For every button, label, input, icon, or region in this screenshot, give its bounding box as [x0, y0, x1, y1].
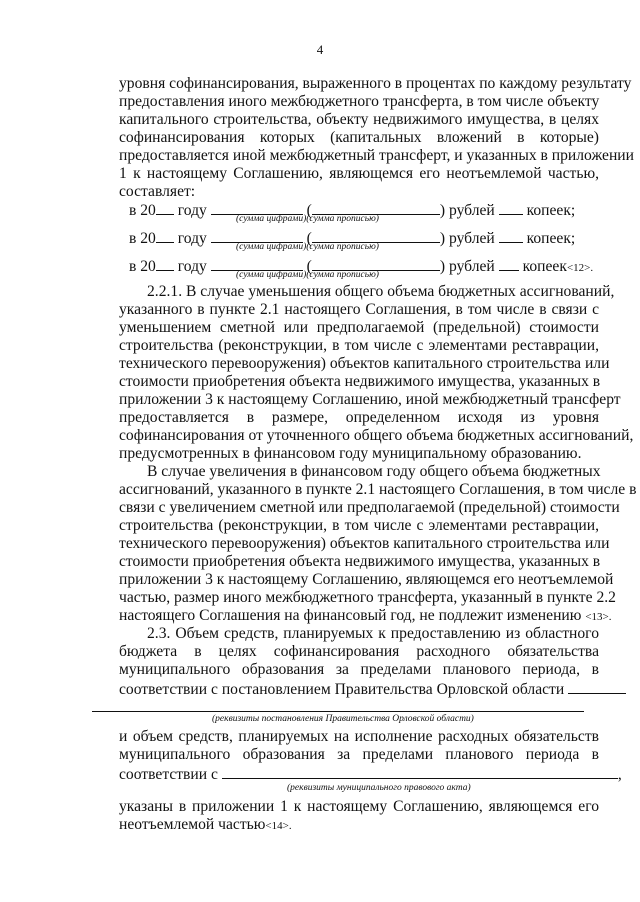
final-text: неотъемлемой частью: [119, 816, 266, 833]
para-221-line: технического перевооружения) объектов капитального строительства или: [119, 355, 610, 372]
intro-line: уровня софинансирования, выраженного в процентах по каждому результату: [119, 75, 632, 92]
intro-line: капитального строительства, объекту недвижимого имущества, в целях: [119, 111, 599, 128]
sum-open: (: [306, 230, 312, 247]
gov-resolution-blank-line: [92, 711, 584, 712]
sum-kop: копеек;: [526, 202, 576, 219]
sum-prefix: в 20: [129, 258, 156, 275]
sum-rub: рублей: [448, 202, 495, 219]
sum-kop: копеек;: [526, 230, 576, 247]
para-23-line: муниципального образования за пределами планового периода, в: [119, 661, 599, 678]
footnote-ref-13: <13>.: [585, 611, 612, 623]
sum-year: году: [177, 202, 207, 219]
para-23-last-line: [119, 679, 599, 699]
para-increase-line: строительства (реконструкции, в том числе с элементами реставрации,: [119, 517, 599, 534]
sum-kop: копеек: [522, 258, 567, 275]
intro-line: предоставляется иной межбюджетный трансферт, и указанных в приложении: [119, 147, 634, 164]
sum-rub: рублей: [448, 258, 495, 275]
footnote-ref-14: <14>.: [265, 820, 292, 832]
trailing-comma: ,: [617, 766, 622, 783]
sum-open: (: [306, 258, 312, 275]
municipal-act-caption: (реквизиты муниципального правового акта): [287, 783, 471, 793]
para-23-line: бюджета в целях софинансирования расходного обязательства: [119, 643, 599, 660]
sum-caption: (сумма цифрами)(сумма прописью): [236, 214, 379, 224]
para-increase-text: настоящего Соглашения на финансовый год, не подлежит изменению: [119, 607, 582, 624]
final-last-line: [119, 816, 599, 835]
intro-line: софинансирования которых (капитальных вложений в которые): [119, 129, 599, 146]
sum-prefix: в 20: [129, 202, 156, 219]
sum-close: ): [439, 202, 446, 219]
para-increase-line: стоимости приобретения объекта недвижимого имущества, указанных в: [119, 553, 601, 570]
expenses-last-line: [119, 764, 622, 784]
para-increase-line: частью, размер иного межбюджетного трансферта, указанный в пункте 2.2: [119, 589, 616, 606]
para-increase-last-line: [119, 607, 612, 626]
para-221-line: предоставляется в размере, определенном исходя из уровня: [119, 409, 599, 426]
sum-caption: (сумма цифрами)(сумма прописью): [236, 270, 379, 280]
para-221-line: приложении 3 к настоящему Соглашению, иной межбюджетный трансферт: [119, 391, 621, 408]
para-increase-line: приложении 3 к настоящему Соглашению, являющемся его неотъемлемой: [119, 571, 614, 588]
page-number: 4: [316, 42, 324, 57]
sum-open: (: [306, 202, 312, 219]
para-increase-line: ассигнований, указанного в пункте 2.1 настоящего Соглашения, в том числе в: [119, 481, 637, 498]
para-221-line: стоимости приобретения объекта недвижимого имущества, указанных в: [119, 373, 601, 390]
expenses-line: муниципального образования за пределами планового периода в: [119, 746, 599, 763]
final-line: указаны в приложении 1 к настоящему Соглашению, являющемся его: [119, 798, 599, 815]
sum-close: ): [439, 230, 446, 247]
intro-line: составляет:: [119, 183, 196, 200]
intro-line: предоставления иного межбюджетного трансферта, в том числе объекту: [119, 93, 600, 110]
para-221-line: уменьшением сметной или предполагаемой (предельной) стоимости: [119, 319, 599, 336]
para-23-text: соответствии с постановлением Правительства Орловской области: [119, 681, 565, 698]
sum-prefix: в 20: [129, 230, 156, 247]
para-increase-line: технического перевооружения) объектов капитального строительства или: [119, 535, 610, 552]
para-increase-line: В случае увеличения в финансовом году общего объема бюджетных: [147, 463, 601, 480]
para-221-line: строительства (реконструкции, в том числе с элементами реставрации,: [119, 337, 599, 354]
intro-line: 1 к настоящему Соглашению, являющемся его неотъемлемой частью,: [119, 165, 599, 182]
expenses-text: соответствии с: [119, 766, 218, 783]
sum-rub: рублей: [448, 230, 495, 247]
para-221-line: предусмотренных в финансовом году муниципальному образованию.: [119, 445, 582, 462]
para-221-line: 2.2.1. В случае уменьшения общего объема бюджетных ассигнований,: [147, 283, 615, 300]
sum-close: ): [439, 258, 446, 275]
sum-caption: (сумма цифрами)(сумма прописью): [236, 242, 379, 252]
expenses-line: и объем средств, планируемых на исполнение расходных обязательств: [119, 728, 599, 745]
gov-resolution-caption: (реквизиты постановления Правительства Орловской области): [212, 714, 474, 724]
sum-year: году: [177, 258, 207, 275]
para-221-line: указанного в пункте 2.1 настоящего Соглашения, в том числе в связи с: [119, 301, 599, 318]
sum-year: году: [177, 230, 207, 247]
para-23-line: 2.3. Объем средств, планируемых к предоставлению из областного: [147, 625, 599, 642]
para-increase-line: связи с увеличением сметной или предполагаемой (предельной) стоимости: [119, 499, 620, 516]
footnote-ref-12: <12>.: [566, 262, 594, 274]
para-221-line: софинансирования от уточненного общего объема бюджетных ассигнований,: [119, 427, 634, 444]
